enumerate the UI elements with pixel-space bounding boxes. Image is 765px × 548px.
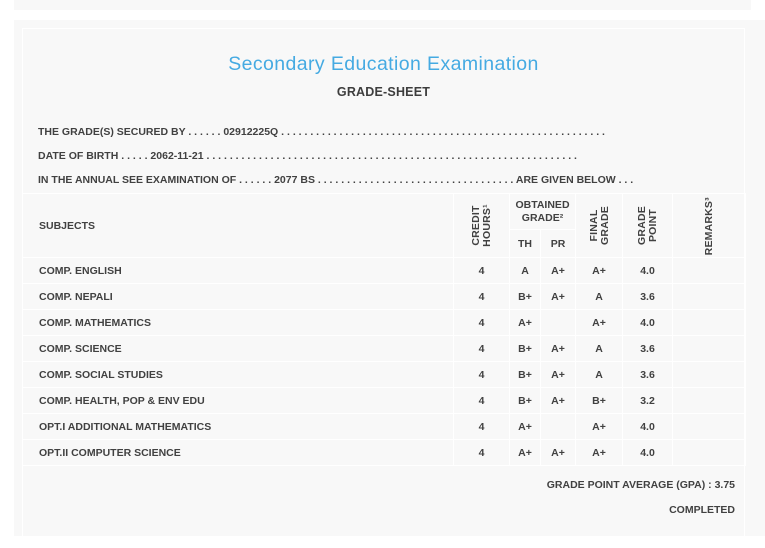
- pr-grade-cell: [541, 414, 576, 440]
- header-line: GRADE²: [521, 211, 564, 224]
- table-row: [23, 414, 746, 440]
- col-header-final-grade: [576, 194, 623, 258]
- subject-cell: OPT.I ADDITIONAL MATHEMATICS: [23, 414, 454, 440]
- grade-point-cell: 4.0: [623, 258, 673, 284]
- col-header-th: TH: [510, 230, 541, 258]
- th-grade-cell: B+: [510, 362, 541, 388]
- gpa-label: GRADE POINT AVERAGE (GPA) :: [546, 479, 712, 491]
- grade-point-cell: 3.6: [623, 362, 673, 388]
- secured-by-label: THE GRADE(S) SECURED BY: [38, 126, 186, 138]
- table-row: [23, 362, 746, 388]
- header-line: OBTAINED: [515, 199, 570, 211]
- grade-point-rotated-label: [637, 206, 658, 245]
- info-line-secured-by: [38, 120, 745, 144]
- table-row: [23, 336, 746, 362]
- th-grade-cell: A+: [510, 414, 541, 440]
- dob-value: 2062-11-21: [150, 150, 204, 162]
- table-row: [23, 258, 746, 284]
- credit-hours-rotated-label: [471, 204, 492, 247]
- final-grade-cell: A+: [576, 414, 623, 440]
- th-grade-cell: B+: [510, 388, 541, 414]
- grade-point-cell: 3.6: [623, 336, 673, 362]
- remarks-cell: [673, 258, 746, 284]
- credit-hours-cell: 4: [454, 336, 510, 362]
- col-header-subjects: SUBJECTS: [23, 194, 454, 258]
- pr-grade-cell: A+: [541, 258, 576, 284]
- pr-grade-cell: A+: [541, 284, 576, 310]
- obtained-grade-label: [510, 199, 575, 224]
- dots: . . . . . . . . . . . . . . . . . . . . . . . . . . . . . . . . . .: [317, 174, 514, 186]
- table-row: [23, 284, 746, 310]
- remarks-cell: [673, 414, 746, 440]
- final-grade-cell: A: [576, 284, 623, 310]
- header-line: HOURS¹: [480, 203, 493, 247]
- header-line: POINT: [646, 208, 659, 242]
- remarks-cell: [673, 388, 746, 414]
- exam-year-label: IN THE ANNUAL SEE EXAMINATION OF: [38, 174, 237, 186]
- th-grade-cell: A: [510, 258, 541, 284]
- symbol-number-value: 02912225Q: [223, 126, 279, 138]
- subject-cell: COMP. HEALTH, POP & ENV EDU: [23, 388, 454, 414]
- dots: . . . . . . . . . . . . . . . . . . . . . . . . . . . . . . . . . . . . . . . . . . . . . . . . . . . . . . . . . . . . . . . .: [206, 150, 577, 162]
- credit-hours-cell: 4: [454, 310, 510, 336]
- dob-label: DATE OF BIRTH: [38, 150, 119, 162]
- subject-cell: COMP. NEPALI: [23, 284, 454, 310]
- subject-cell: COMP. MATHEMATICS: [23, 310, 454, 336]
- final-grade-cell: A: [576, 336, 623, 362]
- grade-sheet-heading: GRADE-SHEET: [336, 85, 431, 99]
- remarks-cell: [673, 362, 746, 388]
- credit-hours-cell: 4: [454, 258, 510, 284]
- pr-grade-cell: A+: [541, 388, 576, 414]
- dots: . . . . . .: [188, 126, 221, 138]
- table-header-row: [23, 194, 746, 230]
- grades-table: [22, 193, 746, 466]
- info-lines: [38, 120, 745, 192]
- subject-cell: OPT.II COMPUTER SCIENCE: [23, 440, 454, 466]
- gpa-line: [547, 479, 735, 491]
- exam-year-value: 2077 BS: [274, 174, 315, 186]
- dots: . . . . . .: [239, 174, 272, 186]
- header-line: GRADE: [597, 205, 610, 245]
- final-grade-cell: B+: [576, 388, 623, 414]
- col-header-credit-hours: [454, 194, 510, 258]
- col-header-pr: PR: [541, 230, 576, 258]
- grade-point-cell: 3.2: [623, 388, 673, 414]
- remarks-cell: [673, 336, 746, 362]
- grade-point-cell: 4.0: [623, 310, 673, 336]
- th-grade-cell: A+: [510, 310, 541, 336]
- col-header-remarks: [673, 194, 746, 258]
- header-line: CREDIT: [470, 205, 482, 246]
- gpa-value: 3.75: [714, 479, 735, 491]
- final-grade-rotated-label: [588, 206, 609, 245]
- grade-sheet-card: [14, 20, 765, 536]
- dots: . . . . . . . . . . . . . . . . . . . . . . . . . . . . . . . . . . . . . . . . . . . . . . . . . . . . . . . .: [281, 126, 605, 138]
- remarks-rotated-label: [704, 197, 715, 255]
- page-title: Secondary Education Examination: [228, 53, 539, 75]
- final-grade-cell: A+: [576, 258, 623, 284]
- remarks-cell: [673, 284, 746, 310]
- grade-point-cell: 4.0: [623, 414, 673, 440]
- exam-year-suffix: ARE GIVEN BELOW . . .: [515, 174, 634, 186]
- header-line: REMARKS³: [702, 196, 715, 255]
- pr-grade-cell: A+: [541, 336, 576, 362]
- status-completed: COMPLETED: [669, 504, 735, 516]
- header-line: FINAL: [587, 209, 600, 242]
- grade-point-cell: 3.6: [623, 284, 673, 310]
- table-row: [23, 310, 746, 336]
- credit-hours-cell: 4: [454, 440, 510, 466]
- pr-grade-cell: [541, 310, 576, 336]
- dots: . . . . .: [121, 150, 148, 162]
- pr-grade-cell: A+: [541, 362, 576, 388]
- th-grade-cell: B+: [510, 284, 541, 310]
- credit-hours-cell: 4: [454, 414, 510, 440]
- col-header-obtained-grade: [510, 194, 576, 230]
- top-strip: [14, 0, 751, 10]
- remarks-cell: [673, 310, 746, 336]
- info-line-date-of-birth: [38, 144, 745, 168]
- th-grade-cell: A+: [510, 440, 541, 466]
- final-grade-cell: A+: [576, 440, 623, 466]
- final-grade-cell: A+: [576, 310, 623, 336]
- table-row: [23, 388, 746, 414]
- table-row: [23, 440, 746, 466]
- remarks-cell: [673, 440, 746, 466]
- info-line-exam-year: [38, 168, 745, 192]
- final-grade-cell: A: [576, 362, 623, 388]
- credit-hours-cell: 4: [454, 388, 510, 414]
- subject-cell: COMP. SOCIAL STUDIES: [23, 362, 454, 388]
- subject-cell: COMP. ENGLISH: [23, 258, 454, 284]
- credit-hours-cell: 4: [454, 284, 510, 310]
- header-line: GRADE: [635, 205, 648, 245]
- th-grade-cell: B+: [510, 336, 541, 362]
- col-header-grade-point: [623, 194, 673, 258]
- pr-grade-cell: A+: [541, 440, 576, 466]
- grade-point-cell: 4.0: [623, 440, 673, 466]
- subject-cell: COMP. SCIENCE: [23, 336, 454, 362]
- credit-hours-cell: 4: [454, 362, 510, 388]
